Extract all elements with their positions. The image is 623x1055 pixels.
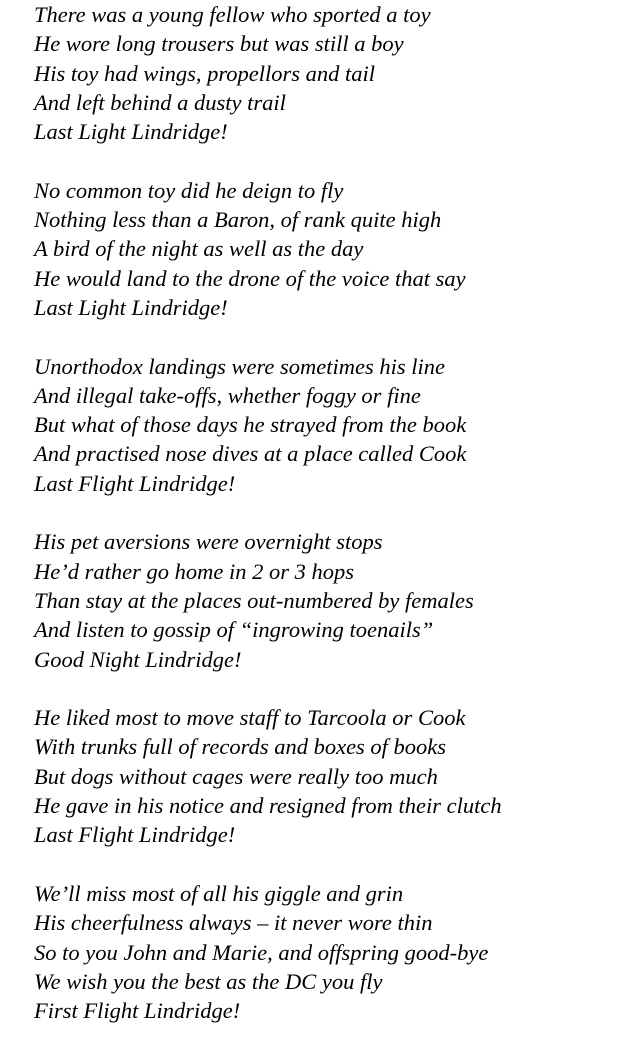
poem-line: A bird of the night as well as the day [34,236,364,262]
poem-line: He’d rather go home in 2 or 3 hops [34,558,354,584]
poem-line: We wish you the best as the DC you fly [34,968,383,994]
stanza-4 [34,527,623,673]
stanza-refrain: Last Light Lindridge! [34,294,228,320]
stanza-2 [34,176,623,322]
poem-line: And left behind a dusty trail [34,89,286,115]
poem-line: Nothing less than a Baron, of rank quite high [34,207,442,233]
poem-line: He liked most to move staff to Tarcoola or Cook [34,705,466,731]
poem-line: And listen to gossip of “ingrowing toenails” [34,617,434,643]
poem-line: But dogs without cages were really too much [34,763,438,789]
poem-line: We’ll miss most of all his giggle and grin [34,880,404,906]
stanza-1 [34,0,623,146]
poem-line: His toy had wings, propellors and tail [34,60,376,86]
stanza-refrain: Last Flight Lindridge! [34,470,236,496]
stanza-3 [34,352,623,498]
poem-line: He wore long trousers but was still a boy [34,31,404,57]
stanza-refrain: Last Light Lindridge! [34,119,228,145]
poem-line: But what of those days he strayed from the book [34,412,467,438]
stanza-refrain: Good Night Lindridge! [34,646,242,672]
stanza-refrain: First Flight Lindridge! [34,998,241,1024]
stanza-refrain: Last Flight Lindridge! [34,822,236,848]
poem-line: With trunks full of records and boxes of books [34,734,447,760]
poem-line: He gave in his notice and resigned from their clutch [34,793,502,819]
poem-line: Than stay at the places out-numbered by females [34,587,474,613]
poem-line: His pet aversions were overnight stops [34,529,383,555]
poem-line: There was a young fellow who sported a toy [34,2,431,27]
poem-line: And illegal take-offs, whether foggy or fine [34,382,421,408]
poem-line: No common toy did he deign to fly [34,177,344,203]
poem-line: And practised nose dives at a place called Cook [34,441,467,467]
poem-line: He would land to the drone of the voice that say [34,265,466,291]
stanza-5 [34,703,623,849]
poem-line: Unorthodox landings were sometimes his line [34,353,446,379]
poem [34,0,623,1055]
poem-line: So to you John and Marie, and offspring good-bye [34,939,489,965]
poem-line: His cheerfulness always – it never wore thin [34,910,433,936]
stanza-6 [34,879,623,1025]
